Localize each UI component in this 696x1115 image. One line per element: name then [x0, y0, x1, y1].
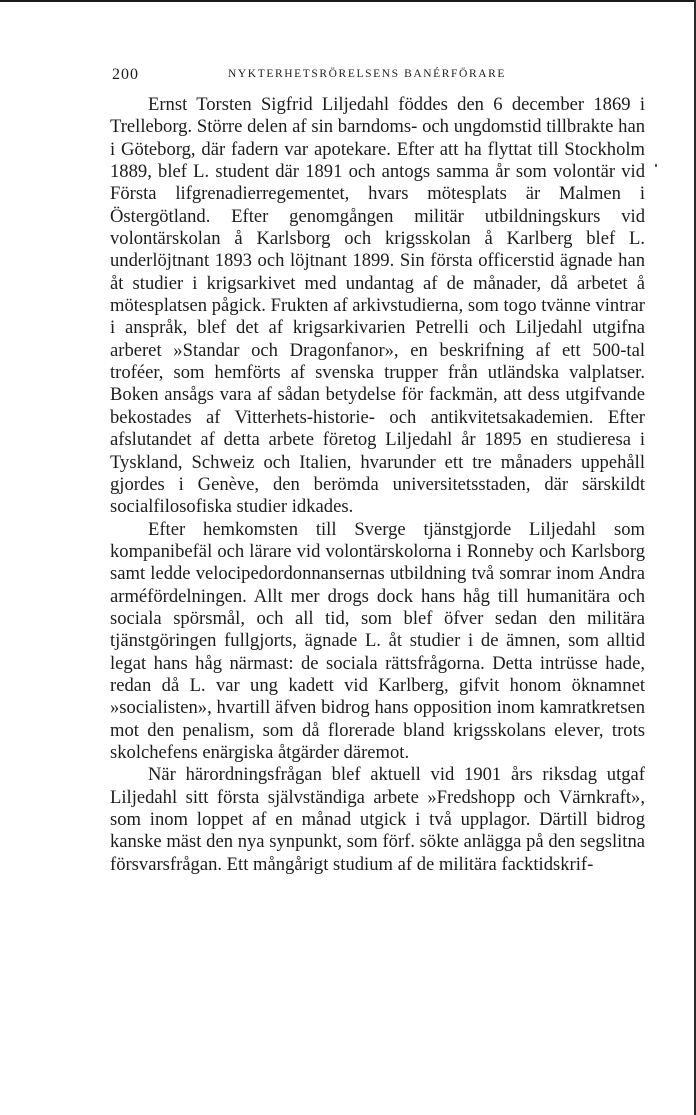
- body-text: [110, 94, 645, 876]
- paragraph-2: Efter hemkomsten till Sverge tjänstgjorde Liljedahl som kompanibefäl och lärare vid volontärskolorna i Ronneby och Karlsborg samt ledde velocipedordonnansernas utbildning två somrar inom Andra arméfördelningen. Allt mer drogs dock hans håg till humanitära och sociala spörsmål, och all tid, som blef öfver sedan den militära tjänstgöringen fullgjorts, ägnade L. åt studier i de ämnen, som alltid legat hans håg närmast: de sociala rättsfrågorna. Detta intrüsse hade, redan då L. var ung kadett vid Karlberg, gifvit honom öknamnet »socialisten», hvartill äfven bidrog hans opposition inom kamratkretsen mot den penalism, som då florerade bland krigsskolans elever, trots skolchefens enärgiska åtgärder däremot.: [110, 518, 645, 763]
- page-number: 200: [112, 66, 139, 83]
- scan-speck: [655, 164, 657, 167]
- running-head: [110, 58, 645, 88]
- running-title: NYKTERHETSRÖRELSENS BANÉRFÖRARE: [228, 68, 507, 80]
- paragraph-3: När härordningsfrågan blef aktuell vid 1901 års riksdag utgaf Liljedahl sitt första självständiga arbete »Fredshopp och Värnkraft», som inom loppet af en månad utgick i två upplagor. Därtill bidrog kanske mäst den nya synpunkt, som förf. sökte anlägga på den segslitna försvarsfrågan. Ett mångårigt studium af de militära facktidskrif-: [110, 764, 645, 875]
- book-page: [110, 58, 645, 876]
- scan-edge-top: [0, 0, 696, 2]
- paragraph-1: Ernst Torsten Sigfrid Liljedahl föddes den 6 december 1869 i Trelleborg. Större delen af sin barndoms- och ungdomstid tillbrakte han i Göteborg, där fadern var apotekare. Efter att ha flyttat till Stockholm 1889, blef L. student där 1891 och antogs samma år som volontär vid Första lifgrenadierregementet, hvars mötesplats är Malmen i Östergötland. Efter genomgången militär utbildningskurs vid volontärskolan å Karlsborg och krigsskolan å Karlberg blef L. underlöjtnant 1893 och löjtnant 1899. Sin första officerstid ägnade han åt studier i krigsarkivet med undantag af de månader, då arbetet å mötesplatsen pågick. Frukten af arkivstudierna, som togo tvänne vintrar i anspråk, blef det af krigsarkivarien Petrelli och Liljedahl utgifna arberet »Standar och Dragonfanor», en beskrifning af ett 500-tal troféer, som hemförts af svenska trupper från utländska valplatser. Boken ansågs vara af sådan betydelse för fackmän, att dess utgifvande bekostades af Vitterhets-historie- och antikvitetsakademien. Efter afslutandet af detta arbete företog Liljedahl år 1895 en studieresa i Tyskland, Schweiz och Italien, hvarunder ett tre månaders uppehåll gjordes i Genève, den berömda universitetsstaden, där särskildt socialfilosofiska studier idkades.: [110, 94, 645, 518]
